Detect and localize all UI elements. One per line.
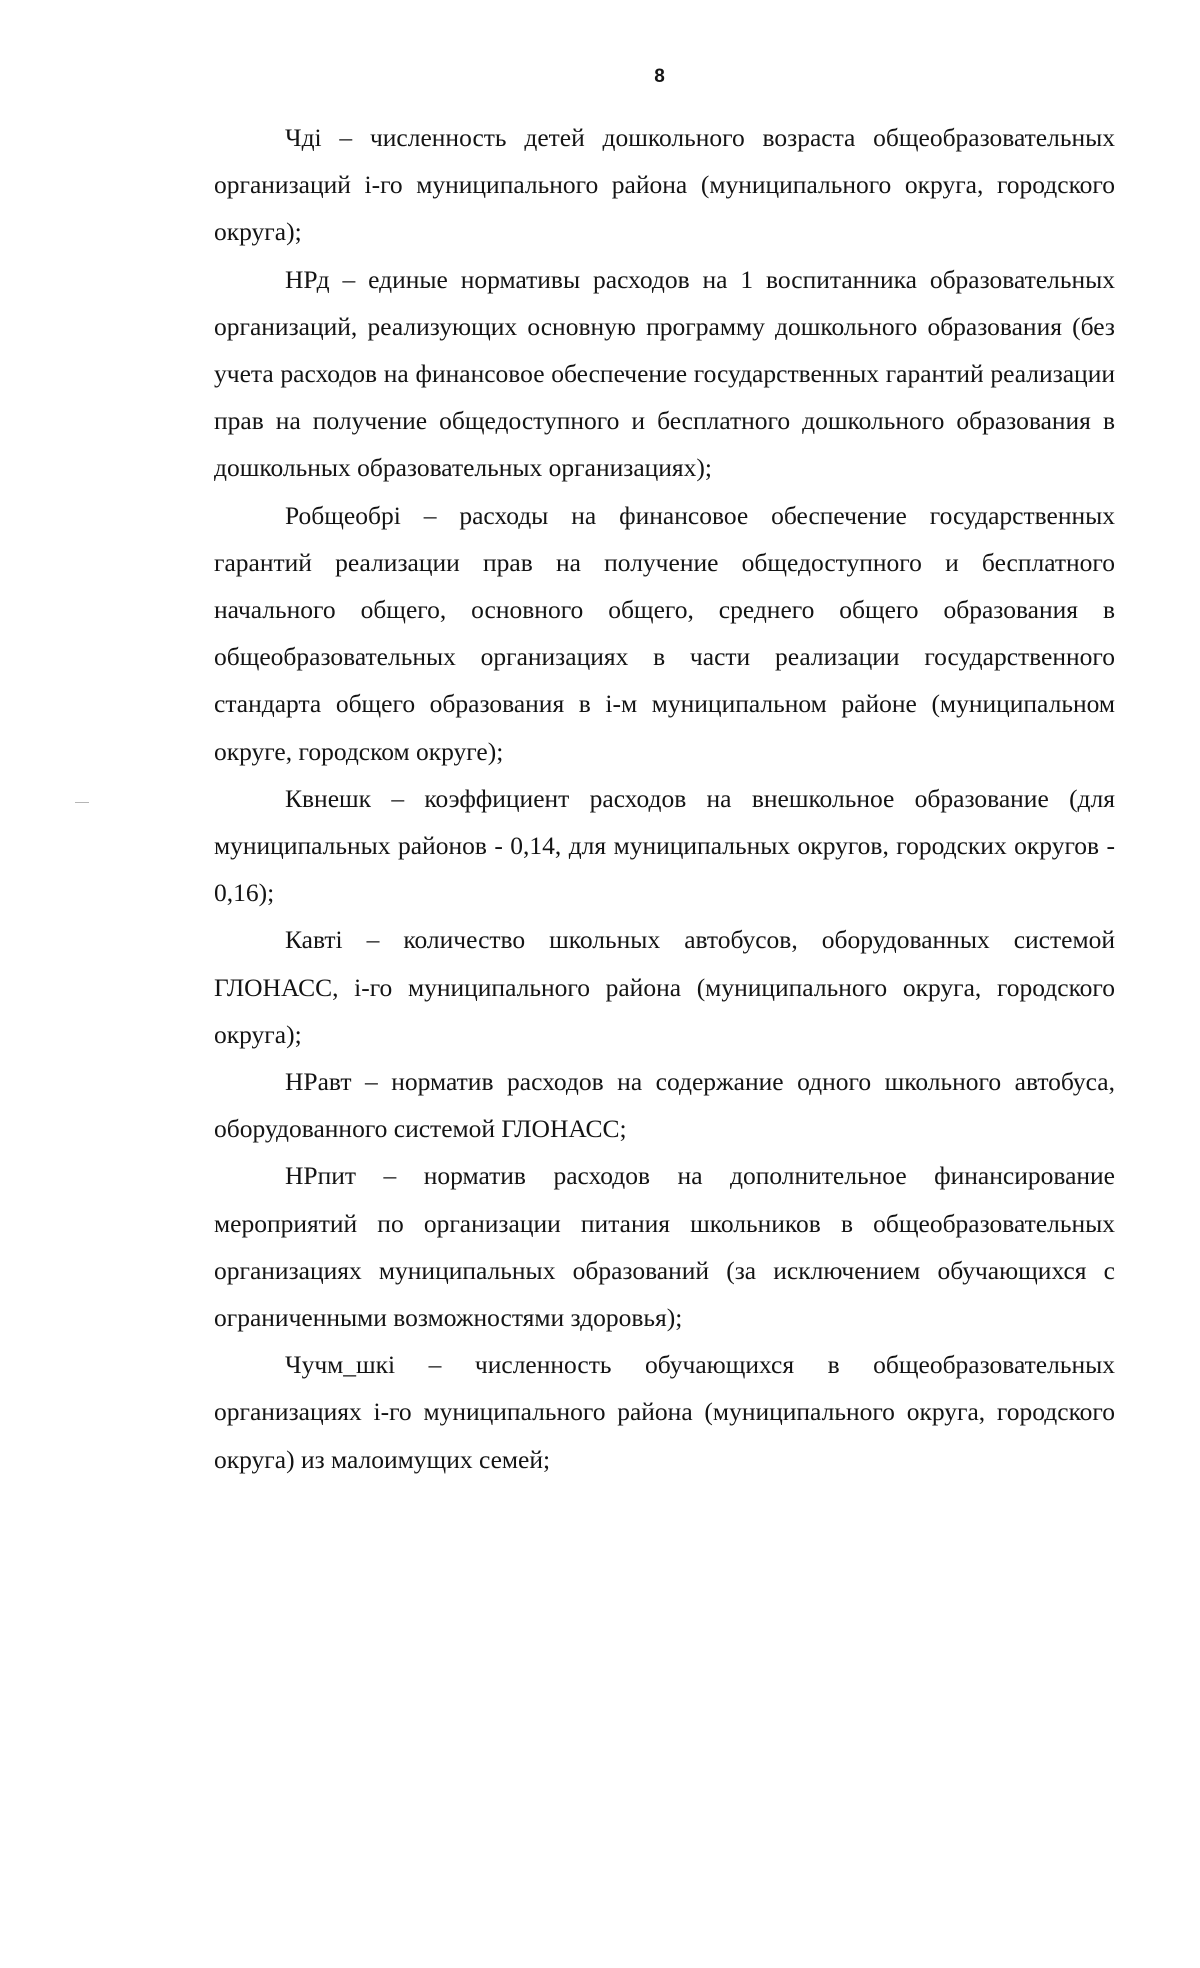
document-body	[214, 114, 1115, 1483]
paragraph-nrpit: НРпит – норматив расходов на дополнительное финансирование мероприятий по организации питания школьников в общеобразовательных организациях муниципальных образований (за исключением обучающихся с ограниченными возможностями здоровья);	[214, 1161, 1115, 1333]
scan-mark	[75, 802, 89, 803]
page-number: 8	[654, 66, 665, 87]
paragraph-kvneshk: Квнешк – коэффициент расходов на внешкольное образование (для муниципальных районов - 0,14, для муниципальных округов, городских округов - 0,16);	[214, 783, 1115, 908]
paragraph-chd: Чдi – численность детей дошкольного возраста общеобразовательных организаций i-го муниципального района (муниципального округа, городского округа);	[214, 123, 1115, 247]
paragraph-chuchm-shk: Чучм_шкi – численность обучающихся в общеобразовательных организациях i-го муниципального района (муниципального округа, городского округа) из малоимущих семей;	[214, 1350, 1115, 1474]
paragraph-robshcheobr: Робщеобрi – расходы на финансовое обеспечение государственных гарантий реализации прав на получение общедоступного и бесплатного начального общего, основного общего, среднего общего образования в общеобразовательных организациях в части реализации государственного стандарта общего образования в i-м муниципальном районе (муниципальном округе, городском округе);	[214, 500, 1115, 766]
paragraph-nrd: НРд – единые нормативы расходов на 1 воспитанника образовательных организаций, реализующих основную программу дошкольного образования (без учета расходов на финансовое обеспечение государственных гарантий реализации прав на получение общедоступного и бесплатного дошкольного образования в дошкольных образовательных организациях);	[214, 264, 1115, 483]
paragraph-kavt: Кавтi – количество школьных автобусов, оборудованных системой ГЛОНАСС, i-го муниципального района (муниципального округа, городского округа);	[214, 925, 1115, 1049]
paragraph-nravt: НРавт – норматив расходов на содержание одного школьного автобуса, оборудованного системой ГЛОНАСС;	[214, 1067, 1115, 1144]
